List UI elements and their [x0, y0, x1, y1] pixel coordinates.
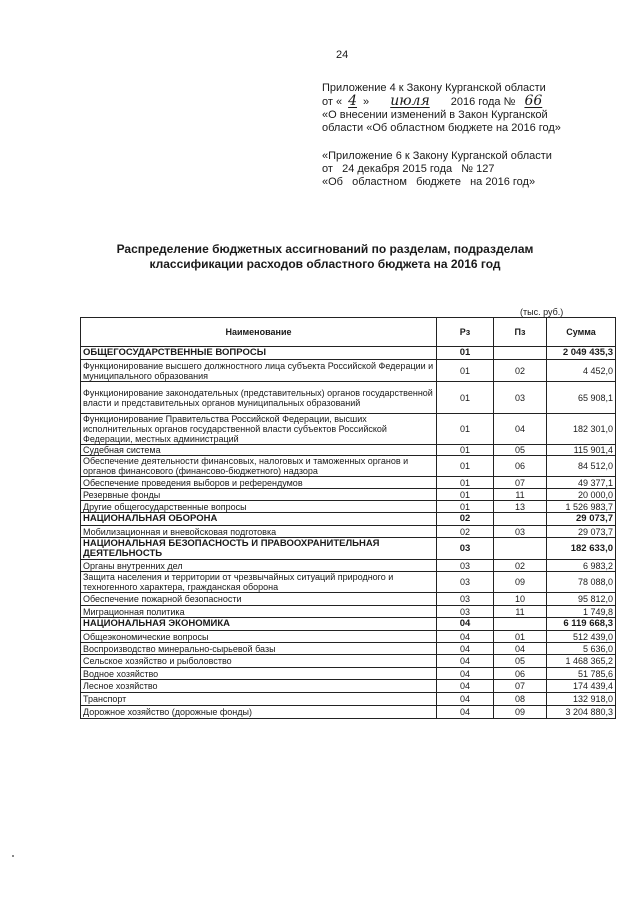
units-label: (тыс. руб.) [520, 307, 564, 317]
cell-pz: 11 [494, 489, 547, 501]
cell-sum: 1 468 365,2 [547, 655, 616, 668]
cell-name: Функционирование законодательных (представительных) органов государственной власти и представительных органов муниципальных образований [81, 382, 437, 414]
cell-rz: 04 [437, 618, 494, 631]
cell-pz [494, 513, 547, 526]
document-title [80, 242, 570, 272]
table-row [81, 655, 616, 668]
budget-table [80, 317, 616, 719]
cell-rz: 04 [437, 643, 494, 655]
cell-pz: 09 [494, 706, 547, 719]
cell-rz: 04 [437, 631, 494, 643]
cell-pz [494, 618, 547, 631]
cell-name: Судебная система [81, 445, 437, 456]
cell-pz [494, 538, 547, 560]
table-row [81, 501, 616, 513]
table-row [81, 680, 616, 693]
cell-name: Транспорт [81, 693, 437, 706]
cell-name: Обеспечение проведения выборов и референдумов [81, 477, 437, 489]
date-mid: » [363, 96, 370, 108]
cell-name: Обеспечение деятельности финансовых, налоговых и таможенных органов и органов финансового (финансово-бюджетного) надзора [81, 456, 437, 477]
cell-rz: 04 [437, 680, 494, 693]
cell-name: Защита населения и территории от чрезвычайных ситуаций природного и техногенного характера, гражданская оборона [81, 572, 437, 593]
appendix-header [322, 82, 622, 189]
cell-sum: 49 377,1 [547, 477, 616, 489]
table-row [81, 706, 616, 719]
cell-name: Сельское хозяйство и рыболовство [81, 655, 437, 668]
cell-pz: 05 [494, 655, 547, 668]
cell-sum: 1 526 983,7 [547, 501, 616, 513]
cell-sum: 6 983,2 [547, 560, 616, 572]
table-row [81, 631, 616, 643]
cell-rz: 01 [437, 414, 494, 445]
orig-line-3: «Об областном бюджете на 2016 год» [322, 176, 536, 188]
cell-sum: 3 204 880,3 [547, 706, 616, 719]
table-row [81, 593, 616, 606]
cell-name: Функционирование высшего должностного лица субъекта Российской Федерации и муниципального образования [81, 360, 437, 382]
cell-name: Водное хозяйство [81, 668, 437, 680]
table-row [81, 489, 616, 501]
appendix-date-line [322, 95, 622, 109]
title-line-2: классификации расходов областного бюджета на 2016 год [149, 257, 501, 271]
cell-name: Мобилизационная и вневойсковая подготовка [81, 526, 437, 538]
cell-sum: 132 918,0 [547, 693, 616, 706]
cell-sum: 95 812,0 [547, 593, 616, 606]
cell-name: Общеэкономические вопросы [81, 631, 437, 643]
cell-pz: 07 [494, 477, 547, 489]
cell-sum: 2 049 435,3 [547, 347, 616, 360]
cell-sum: 115 901,4 [547, 445, 616, 456]
table-row [81, 606, 616, 618]
cell-name: Функционирование Правительства Российской Федерации, высших исполнительных органов государственной власти субъектов Российской Федерации, местных администраций [81, 414, 437, 445]
cell-rz: 01 [437, 360, 494, 382]
column-header-sum: Сумма [547, 318, 616, 347]
cell-rz: 02 [437, 526, 494, 538]
cell-pz: 02 [494, 560, 547, 572]
table-row [81, 572, 616, 593]
cell-rz: 04 [437, 706, 494, 719]
cell-name: Обеспечение пожарной безопасности [81, 593, 437, 606]
cell-rz: 03 [437, 572, 494, 593]
cell-pz [494, 347, 547, 360]
cell-rz: 01 [437, 477, 494, 489]
cell-rz: 03 [437, 593, 494, 606]
cell-rz: 01 [437, 382, 494, 414]
cell-sum: 174 439,4 [547, 680, 616, 693]
cell-name: НАЦИОНАЛЬНАЯ БЕЗОПАСНОСТЬ И ПРАВООХРАНИТЕЛЬНАЯ ДЕЯТЕЛЬНОСТЬ [81, 538, 437, 560]
cell-sum: 4 452,0 [547, 360, 616, 382]
cell-sum: 5 636,0 [547, 643, 616, 655]
cell-pz: 06 [494, 668, 547, 680]
table-row [81, 414, 616, 445]
cell-sum: 6 119 668,3 [547, 618, 616, 631]
amend-line-1: «О внесении изменений в Закон Курганской [322, 109, 548, 121]
cell-sum: 78 088,0 [547, 572, 616, 593]
table-section-row [81, 347, 616, 360]
cell-pz: 09 [494, 572, 547, 593]
table-section-row [81, 513, 616, 526]
cell-name: НАЦИОНАЛЬНАЯ ОБОРОНА [81, 513, 437, 526]
cell-name: Органы внутренних дел [81, 560, 437, 572]
table-section-row [81, 538, 616, 560]
column-header-rz: Рз [437, 318, 494, 347]
table-row [81, 456, 616, 477]
cell-rz: 01 [437, 501, 494, 513]
cell-name: Дорожное хозяйство (дорожные фонды) [81, 706, 437, 719]
cell-name: Другие общегосударственные вопросы [81, 501, 437, 513]
cell-rz: 03 [437, 560, 494, 572]
cell-rz: 04 [437, 693, 494, 706]
cell-pz: 01 [494, 631, 547, 643]
cell-pz: 04 [494, 414, 547, 445]
amend-line-2: области «Об областном бюджете на 2016 год» [322, 122, 561, 134]
cell-rz: 04 [437, 655, 494, 668]
handwritten-month: июля [390, 93, 430, 109]
cell-pz: 13 [494, 501, 547, 513]
cell-sum: 182 301,0 [547, 414, 616, 445]
cell-sum: 51 785,6 [547, 668, 616, 680]
cell-name: ОБЩЕГОСУДАРСТВЕННЫЕ ВОПРОСЫ [81, 347, 437, 360]
table-row [81, 382, 616, 414]
handwritten-law-number: 66 [524, 93, 543, 109]
orig-line-1: «Приложение 6 к Закону Курганской области [322, 150, 552, 162]
cell-pz: 08 [494, 693, 547, 706]
cell-name: Резервные фонды [81, 489, 437, 501]
date-prefix: от « [322, 96, 343, 108]
cell-rz: 02 [437, 513, 494, 526]
cell-pz: 05 [494, 445, 547, 456]
table-row [81, 560, 616, 572]
table-section-row [81, 618, 616, 631]
table-row [81, 360, 616, 382]
cell-sum: 29 073,7 [547, 513, 616, 526]
column-header-name: Наименование [81, 318, 437, 347]
cell-pz: 03 [494, 382, 547, 414]
cell-sum: 29 073,7 [547, 526, 616, 538]
cell-pz: 10 [494, 593, 547, 606]
column-header-pz: Пз [494, 318, 547, 347]
cell-pz: 04 [494, 643, 547, 655]
cell-name: НАЦИОНАЛЬНАЯ ЭКОНОМИКА [81, 618, 437, 631]
cell-rz: 03 [437, 606, 494, 618]
date-year: 2016 года № [450, 96, 516, 108]
cell-name: Воспроизводство минерально-сырьевой базы [81, 643, 437, 655]
cell-sum: 1 749,8 [547, 606, 616, 618]
cell-pz: 11 [494, 606, 547, 618]
cell-rz: 01 [437, 445, 494, 456]
table-row [81, 668, 616, 680]
cell-sum: 20 000,0 [547, 489, 616, 501]
cell-rz: 01 [437, 347, 494, 360]
title-line-1: Распределение бюджетных ассигнований по разделам, подразделам [116, 242, 534, 256]
page-number: 24 [336, 49, 349, 61]
cell-pz: 02 [494, 360, 547, 382]
orig-line-2: от 24 декабря 2015 года № 127 [322, 163, 495, 175]
cell-sum: 65 908,1 [547, 382, 616, 414]
cell-name: Миграционная политика [81, 606, 437, 618]
scan-speck [12, 855, 14, 857]
handwritten-day: 4 [348, 93, 358, 109]
cell-name: Лесное хозяйство [81, 680, 437, 693]
cell-pz: 06 [494, 456, 547, 477]
cell-pz: 03 [494, 526, 547, 538]
cell-pz: 07 [494, 680, 547, 693]
table-header-row [81, 318, 616, 347]
cell-sum: 84 512,0 [547, 456, 616, 477]
table-row [81, 643, 616, 655]
cell-rz: 01 [437, 489, 494, 501]
cell-sum: 182 633,0 [547, 538, 616, 560]
table-row [81, 693, 616, 706]
table-row [81, 477, 616, 489]
cell-sum: 512 439,0 [547, 631, 616, 643]
cell-rz: 01 [437, 456, 494, 477]
appendix-line: Приложение 4 к Закону Курганской области [322, 82, 546, 94]
table-row [81, 445, 616, 456]
cell-rz: 04 [437, 668, 494, 680]
table-row [81, 526, 616, 538]
cell-rz: 03 [437, 538, 494, 560]
